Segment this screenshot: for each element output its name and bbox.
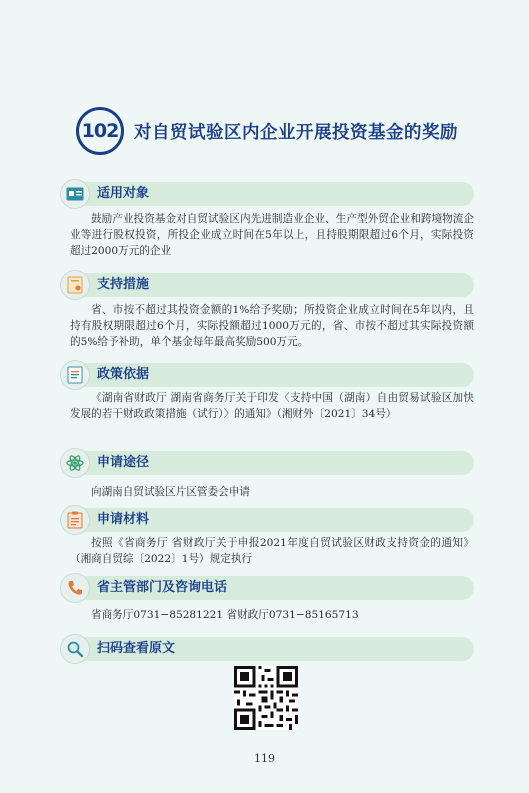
page-header [76, 107, 458, 155]
clipboard-icon [60, 505, 90, 535]
certificate-icon [60, 270, 90, 300]
page-number: 119 [254, 752, 275, 765]
qr-code [234, 666, 298, 730]
document-icon [60, 360, 90, 390]
section-text: 《湖南省财政厅 湖南省商务厅关于印发〈支持中国（湖南）自由贸易试验区加快发展的若干财政政策措施（试行）〉的通知》（湘财外〔2021〕34号） [70, 392, 474, 420]
section-title: 省主管部门及咨询电话 [97, 580, 228, 595]
item-number-badge: 102 [76, 107, 124, 155]
page-title: 对自贸试验区内企业开展投资基金的奖励 [134, 122, 458, 143]
section-text: 省、市按不超过其投资金额的1%给予奖励；所投资企业成立时间在5年以内，且持有股权期限超过6个月，实际投额超过1000万元的，省、市按不超过其实际投资额的5%给予补助，单个基金每年最高奖励500万元。 [70, 304, 474, 348]
section-title: 扫码查看原文 [97, 641, 176, 656]
section-text: 省商务厅0731−85281221 省财政厅0731−85165713 [91, 609, 359, 621]
section-text: 向湖南自贸试验区片区管委会申请 [91, 486, 250, 498]
magnifier-icon [60, 634, 90, 664]
section-text: 按照《省商务厅 省财政厅关于申报2021年度自贸试验区财政支持资金的通知》（湘商自贸综〔2022〕1号）规定执行 [70, 537, 474, 565]
phone-icon [60, 573, 90, 603]
section-title: 支持措施 [97, 277, 150, 292]
id-card-icon [60, 179, 90, 209]
section-title: 申请途径 [97, 455, 150, 470]
atom-icon [60, 448, 90, 478]
section-title: 政策依据 [97, 367, 150, 382]
section-text: 鼓励产业投资基金对自贸试验区内先进制造业企业、生产型外贸企业和跨境物流企业等进行股权投资，所投企业成立时间在5年以上，且持股期限超过6个月，实际投资超过2000万元的企业 [70, 213, 474, 257]
section-title: 申请材料 [97, 512, 150, 527]
section-title: 适用对象 [97, 186, 150, 201]
